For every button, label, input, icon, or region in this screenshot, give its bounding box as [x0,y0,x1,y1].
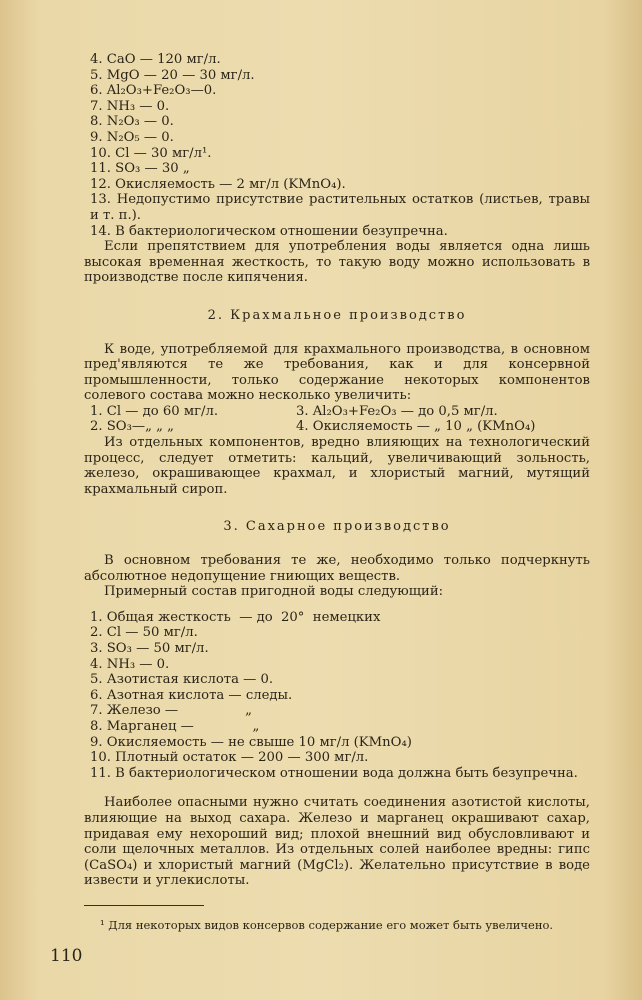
composition-list [84,610,590,782]
list-item: 13. Недопустимо присутствие растительных остатков (листьев, травы и т. п.). [90,192,590,223]
list-item: 10. Cl — 30 мг/л¹. [90,145,212,161]
list-item: 1. Cl — до 60 мг/л. [90,403,219,419]
list-item: 14. В бактериологическом отношении безупречна. [90,223,448,239]
list-item: 9. N₂O₅ — 0. [90,129,174,145]
list-item: 11. В бактериологическом отношении вода должна быть безупречна. [90,765,578,781]
footnote: ¹ Для некоторых видов консервов содержание его может быть увеличено. [100,918,554,932]
paragraph: В основном требования те же, необходимо только подчеркнуть абсолютное недопущение гниющих веществ. [84,553,590,584]
paragraph: Если препятствием для употребления воды является одна лишь высокая временная жесткость, то такую воду можно использовать в производстве после кипячения. [84,239,590,286]
list-item: 11. SO₃ — 30 „ [90,161,190,177]
list-item: 1. Общая жесткость — до 20° немецких [90,609,381,625]
list-item: 8. Марганец — „ [90,718,260,734]
list-item: 6. Азотная кислота — следы. [90,687,293,703]
list-item: 8. N₂O₃ — 0. [90,114,174,130]
section-heading: 3. Сахарное производство [223,519,451,535]
column-left [90,404,296,435]
list-item: 7. Железо — „ [90,703,252,719]
two-column-list [84,404,590,435]
list-item: 7. NH₃ — 0. [90,98,170,114]
paragraph: Примерный состав пригодной воды следующий: [104,584,444,600]
page-content [84,52,590,889]
column-right [296,404,590,435]
list-item: 3. SO₃ — 50 мг/л. [90,641,209,656]
list-item: 3. Al₂O₃+Fe₂O₃ — до 0,5 мг/л. [296,403,498,419]
paragraph: Наиболее опасными нужно считать соединения азотистой кислоты, влияющие на выход сахара. Железо и марганец окрашивают сахар, придавая ему нехороший вид; плохой внешний вид обусловливают и соли щелочных металлов. Из отдельных солей наиболее вредны: гипс (CaSO₄) и хлористый магний (MgCl₂). Желательно присутствие в воде извести и углекислоты. [84,795,590,889]
page-number: 110 [50,946,83,966]
list-item: 10. Плотный остаток — 200 — 300 мг/л. [90,750,369,766]
list-item: 9. Окисляемость — не свыше 10 мг/л (KMnO₄) [90,734,412,750]
paragraph: К воде, употребляемой для крахмального производства, в основном пред'являются те же требования, как и для консервной промышленности, только содержание некоторых компонентов солевого состава можно несколько увеличить: [84,341,590,404]
list-item: 4. Окисляемость — „ 10 „ (KMnO₄) [296,419,536,435]
list-item: 2. SO₃—„ „ „ [90,419,174,435]
list-item: 5. MgO — 20 — 30 мг/л. [90,67,255,83]
list-item: 4. CaO — 120 мг/л. [90,52,221,67]
list-item: 6. Al₂O₃+Fe₂O₃—0. [90,83,217,99]
footnote-divider [84,905,204,906]
list-item: 5. Азотистая кислота — 0. [90,672,274,688]
section-heading: 2. Крахмальное производство [207,307,467,323]
requirements-list [84,52,590,239]
paragraph: Из отдельных компонентов, вредно влияющих на технологический процесс, следует отметить: кальций, увеличивающий зольность, железо, окрашивающее крахмал, и хлористый магний, мутящий крахмальный сироп. [84,435,590,497]
list-item: 2. Cl — 50 мг/л. [90,625,198,641]
list-item: 4. NH₃ — 0. [90,656,170,672]
list-item: 12. Окисляемость — 2 мг/л (KMnO₄). [90,176,346,192]
